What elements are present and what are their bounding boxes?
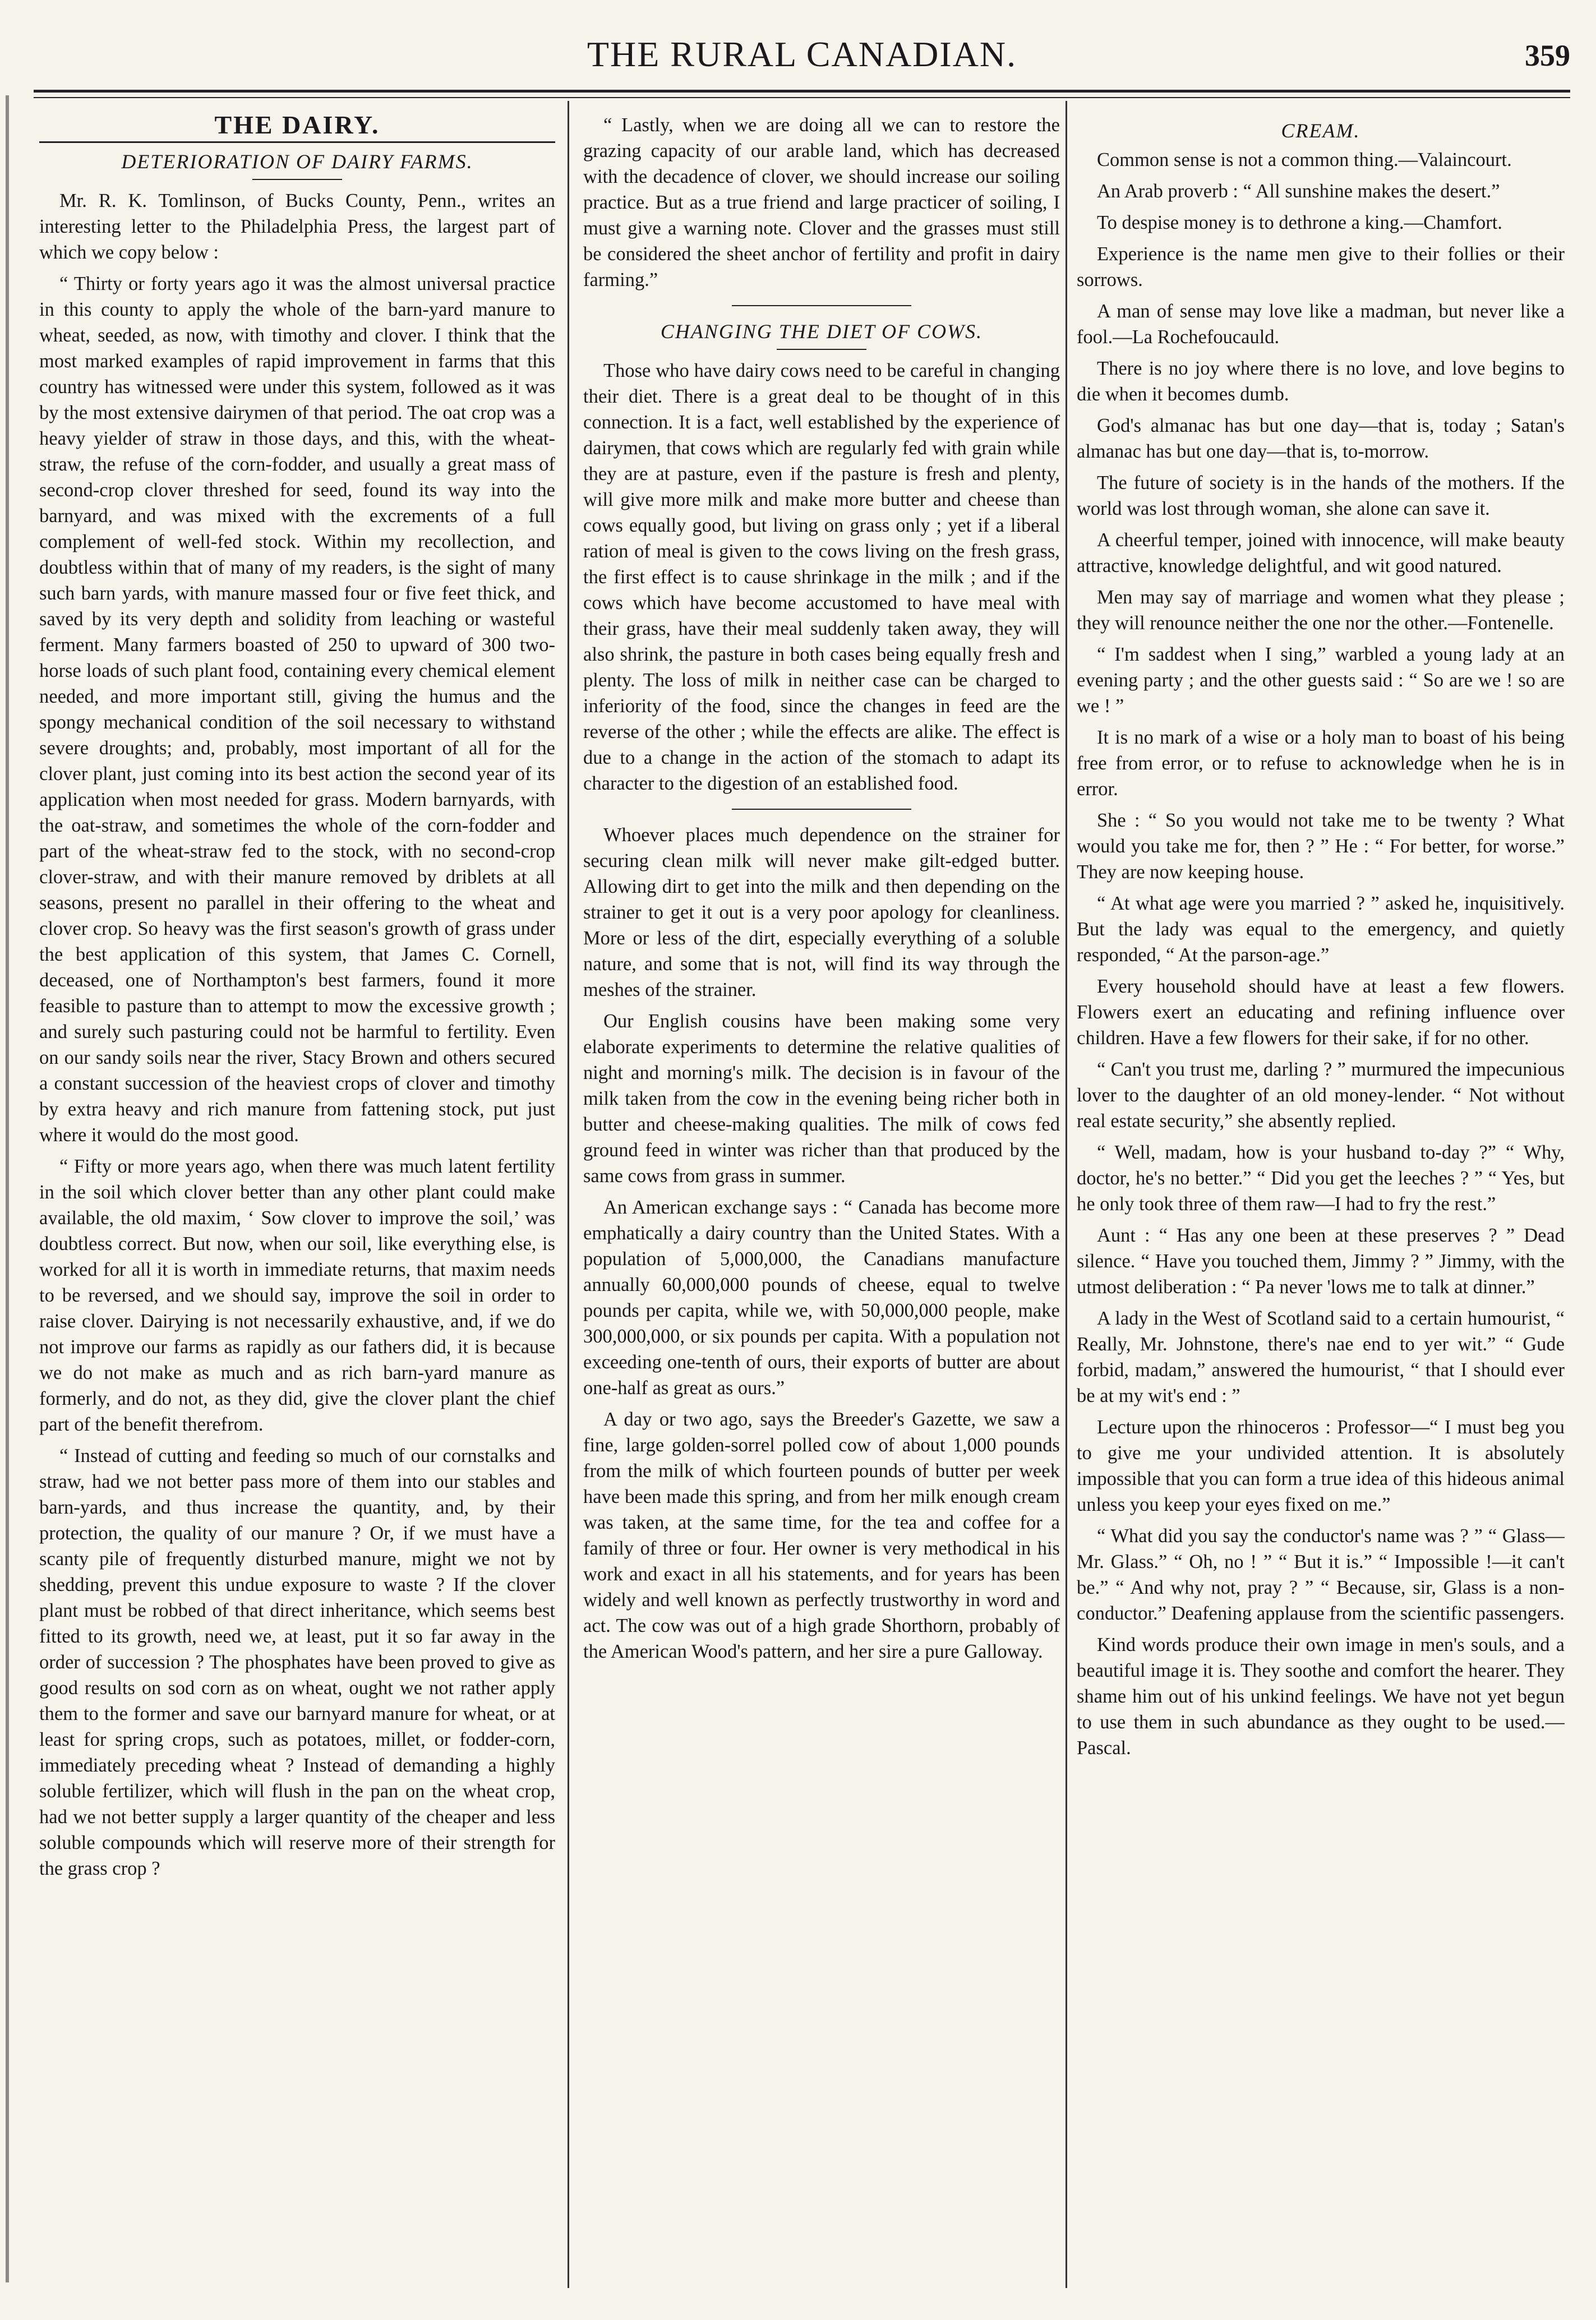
cream-item: Experience is the name men give to their follies or their sorrows. <box>1077 243 1565 290</box>
article-paragraph: “ Instead of cutting and feeding so much of our cornstalks and straw, had we not better pass more of them into our stables and barn-yards, and thus increase the quantity, and, by their protection, the quality of our manure ? Or, if we must have a scanty pile of frequently disturbed manure, might we not by shedding, prevent this undue exposure to waste ? If the clover plant must be robbed of that direct inheritance, which seems best fitted to its growth, need we, at least, put it so far away in the order of succession ? The phosphates have been proved to give as good results on sod corn as on wheat, ought we not rather apply them to the former and save our barnyard manure for wheat, or at least for spring crops, such as potatoes, millet, or fodder-corn, immediately preceding wheat ? Instead of demanding a highly soluble fertilizer, which will flush in the pan on the wheat crop, had we not better supply a larger quantity of the cheaper and less soluble compounds which will reserve more of their strength for the grass crop ? <box>39 1445 555 1879</box>
article-paragraph: “ Lastly, when we are doing all we can to restore the grazing capacity of our arable land, which has decreased with the decadence of clover, we should increase our soiling practice. But as a true friend and large practicer of soiling, I must give a warning note. Clover and the grasses must still be considered the sheet anchor of fertility and profit in dairy farming.” <box>583 114 1060 290</box>
article-rule <box>732 305 911 306</box>
section-rule <box>39 141 555 143</box>
article-title: DETERIORATION OF DAIRY FARMS. <box>121 150 473 173</box>
article-paragraph: Those who have dairy cows need to be careful in changing their diet. There is a great deal to be thought of in this connection. It is a fact, well established by the experience of dairymen, that cows which are regularly fed with grain while they are at pasture, even if the pasture is fresh and plenty, will give more milk and make more butter and cheese than cows equally good, but living on grass only ; yet if a liberal ration of meal is given to the cows living on the fresh grass, the first effect is to cause shrinkage in the milk ; and if the cows which have become accustomed to have meal with their grass, have their meal suddenly taken away, they will also shrink, the pasture in both cases being equally fresh and plenty. The loss of milk in neither case can be charged to inferiority of the food, since the changes in feed are the reverse of the other ; while the effects are alike. The effect is due to a change in the action of the stomach to adapt its character to the digestion of an established food. <box>583 360 1060 794</box>
header-rule <box>34 90 1570 98</box>
article-rule <box>732 809 911 810</box>
title-rule <box>252 179 342 180</box>
cream-item: “ I'm saddest when I sing,” warbled a young lady at an evening party ; and the other guests said : “ So are we ! so are we ! ” <box>1077 644 1565 717</box>
cream-item: To despise money is to dethrone a king.—Chamfort. <box>1097 212 1502 233</box>
cream-item: Aunt : “ Has any one been at these preserves ? ” Dead silence. “ Have you touched them, Jimmy ? ” Jimmy, with the utmost deliberation : “ Pa never 'lows me to talk at dinner.” <box>1077 1225 1565 1298</box>
page-number: 359 <box>1525 39 1570 72</box>
article-paragraph: “ Fifty or more years ago, when there was much latent fertility in the soil which clover better than any other plant could make available, the old maxim, ‘ Sow clover to improve the soil,’ was doubtless correct. But now, when our soil, like everything else, is worked for all it is worth in immediate returns, that maxim needs to be reversed, and we should say, improve the soil in order to raise clover. Dairying is not necessarily exhaustive, and, if we do not improve our farms as rapidly as our fathers did, it is because we do not make as much and as rich barn-yard manure as formerly, and do not, as they did, give the clover plant the chief part of the benefit therefrom. <box>39 1156 555 1435</box>
cream-item: Every household should have at least a few flowers. Flowers exert an educating and refining influence over children. Have a few flowers for their sake, if for no other. <box>1077 976 1565 1049</box>
cream-item: God's almanac has but one day—that is, today ; Satan's almanac has but one day—that is, to-morrow. <box>1077 415 1565 462</box>
section-title-cream: CREAM. <box>1281 119 1360 142</box>
column-dairy-1 <box>39 112 555 2288</box>
cream-item: “ What did you say the conductor's name was ? ” “ Glass—Mr. Glass.” “ Oh, no ! ” “ But it is.” “ Impossible !—it can't be.” “ And why not, pray ? ” “ Because, sir, Glass is a non-conductor.” Deafening applause from the scientific passengers. <box>1077 1525 1565 1624</box>
page-header <box>34 22 1570 101</box>
left-margin-edge <box>6 95 9 2282</box>
dairy-note: Our English cousins have been making some very elaborate experiments to determine the relative qualities of night and morning's milk. The decision is in favour of the milk taken from the cow in the evening being richer both in butter and cheese-making qualities. The milk of cows fed ground feed in winter was richer than that produced by the same cows from grass in summer. <box>583 1011 1060 1187</box>
cream-item: “ Well, madam, how is your husband to-day ?” “ Why, doctor, he's no better.” “ Did you get the leeches ? ” “ Yes, but he only took three of them raw—I had to fry the rest.” <box>1077 1142 1565 1215</box>
cream-item: “ At what age were you married ? ” asked he, inquisitively. But the lady was equal to the emergency, and quietly responded, “ At the parson-age.” <box>1077 893 1565 966</box>
cream-item: She : “ So you would not take me to be twenty ? What would you take me for, then ? ” He : “ For better, for worse.” They are now keeping house. <box>1077 810 1565 883</box>
cream-item: Kind words produce their own image in men's souls, and a beautiful image it is. They soothe and comfort the hearer. They shame him out of his unkind feelings. We have not yet begun to use them in such abundance as they ought to be used.—Pascal. <box>1077 1634 1565 1759</box>
newspaper-title: THE RURAL CANADIAN. <box>587 34 1017 74</box>
cream-item: An Arab proverb : “ All sunshine makes the desert.” <box>1097 181 1500 202</box>
article-title: CHANGING THE DIET OF COWS. <box>660 320 983 343</box>
article-paragraph: Mr. R. K. Tomlinson, of Bucks County, Penn., writes an interesting letter to the Philadelphia Press, the largest part of which we copy below : <box>39 190 555 263</box>
column-divider <box>1065 101 1067 2288</box>
column-cream <box>1077 112 1565 2288</box>
article-paragraph: “ Thirty or forty years ago it was the almost universal practice in this county to apply the whole of the barn-yard manure to wheat, seeded, as now, with timothy and clover. I think that the most marked examples of rapid improvement in farms that this country has witnessed were under this system, followed as it was by the most extensive dairymen of that period. The oat crop was a heavy yielder of straw in those days, and this, with the wheat-straw, the refuse of the corn-fodder, and usually a great mass of second-crop clover threshed for seed, found its way into the barnyard, and was mixed with the excrements of a full complement of well-fed stock. Within my recollection, and doubtless within that of many of my readers, is the sight of many such barn yards, with manure massed four or five feet thick, and saved by its very depth and solidity from leaching or wasteful ferment. Many farmers boasted of 250 to upward of 300 two-horse loads of such plant food, containing every chemical element needed, and more important still, giving the humus and the spongy mechanical condition of the soil necessary to withstand severe droughts; and, probably, most important of all for the clover plant, just coming into its best action the second year of its application when most needed for grass. Modern barnyards, with the oat-straw, and sometimes the whole of the corn-fodder and part of the wheat-straw fed to the stock, with no second-crop clover-straw, and with their manure removed by driblets at all seasons, present no parallel in their offering to the wheat and clover crop. So heavy was the first season's growth of grass under the best application of this system, that James C. Cornell, deceased, one of Northampton's best farmers, found it more feasible to pasture than to attempt to mow the excessive growth ; and surely such pasturing could not be harmful to fertility. Even on our sandy soils near the river, Stacy Brown and others secured a constant succession of the heaviest crops of clover and timothy by extra heavy and rich manure from fattening stock, put just where it would do the most good. <box>39 273 555 1146</box>
cream-item: A man of sense may love like a madman, but never like a fool.—La Rochefoucauld. <box>1077 301 1565 348</box>
column-divider <box>568 101 569 2288</box>
cream-item: A cheerful temper, joined with innocence, will make beauty attractive, knowledge delightful, and wit good natured. <box>1077 529 1565 576</box>
cream-item: The future of society is in the hands of the mothers. If the world was lost through woman, she alone can save it. <box>1077 472 1565 519</box>
cream-item: “ Can't you trust me, darling ? ” murmured the impecunious lover to the daughter of an old money-lender. “ Not without real estate security,” she absently replied. <box>1077 1059 1565 1132</box>
cream-item: A lady in the West of Scotland said to a certain humourist, “ Really, Mr. Johnstone, there's nae end to yer wit.” “ Gude forbid, madam,” answered the humourist, “ that I should ever be at my wit's end : ” <box>1077 1308 1565 1406</box>
cream-item: Common sense is not a common thing.—Valaincourt. <box>1097 149 1512 170</box>
cream-item: There is no joy where there is no love, and love begins to die when it becomes dumb. <box>1077 358 1565 405</box>
cream-item: Lecture upon the rhinoceros : Professor—“ I must beg you to give me your undivided attention. It is absolutely impossible that you can form a true idea of this hideous animal unless you keep your eyes fixed on me.” <box>1077 1417 1565 1515</box>
dairy-note: An American exchange says : “ Canada has become more emphatically a dairy country than the United States. With a population of 5,000,000, the Canadians manufacture annually 60,000,000 pounds of cheese, equal to twelve pounds per capita, while we, with 50,000,000 people, make 300,000,000, or six pounds per capita. With a population not exceeding one-tenth of ours, their exports of butter are about one-half as great as ours.” <box>583 1197 1060 1399</box>
cream-item: Men may say of marriage and women what they please ; they will renounce neither the one nor the other.—Fontenelle. <box>1077 587 1565 634</box>
cream-item: It is no mark of a wise or a holy man to boast of his being free from error, or to refuse to acknowledge when he is in error. <box>1077 727 1565 800</box>
dairy-note: Whoever places much dependence on the strainer for securing clean milk will never make gilt-edged butter. Allowing dirt to get into the milk and then depending on the strainer to get it out is a very poor apology for cleanliness. More or less of the dirt, especially everything of a soluble nature, and some that is not, will find its way through the meshes of the strainer. <box>583 824 1060 1000</box>
column-dairy-2 <box>583 112 1060 2288</box>
title-rule <box>777 349 866 350</box>
section-title-dairy: THE DAIRY. <box>214 112 380 139</box>
dairy-note: A day or two ago, says the Breeder's Gazette, we saw a fine, large golden-sorrel polled cow of about 1,000 pounds from the milk of which fourteen pounds of butter per week have been made this spring, and from her milk enough cream was taken, at the same time, for the tea and coffee for a family of three or four. Her owner is very methodical in his work and exact in all his statements, and for years has been widely and well known as perfectly trustworthy in word and act. The cow was out of a high grade Shorthorn, probably of the American Wood's pattern, and her sire a pure Galloway. <box>583 1409 1060 1662</box>
